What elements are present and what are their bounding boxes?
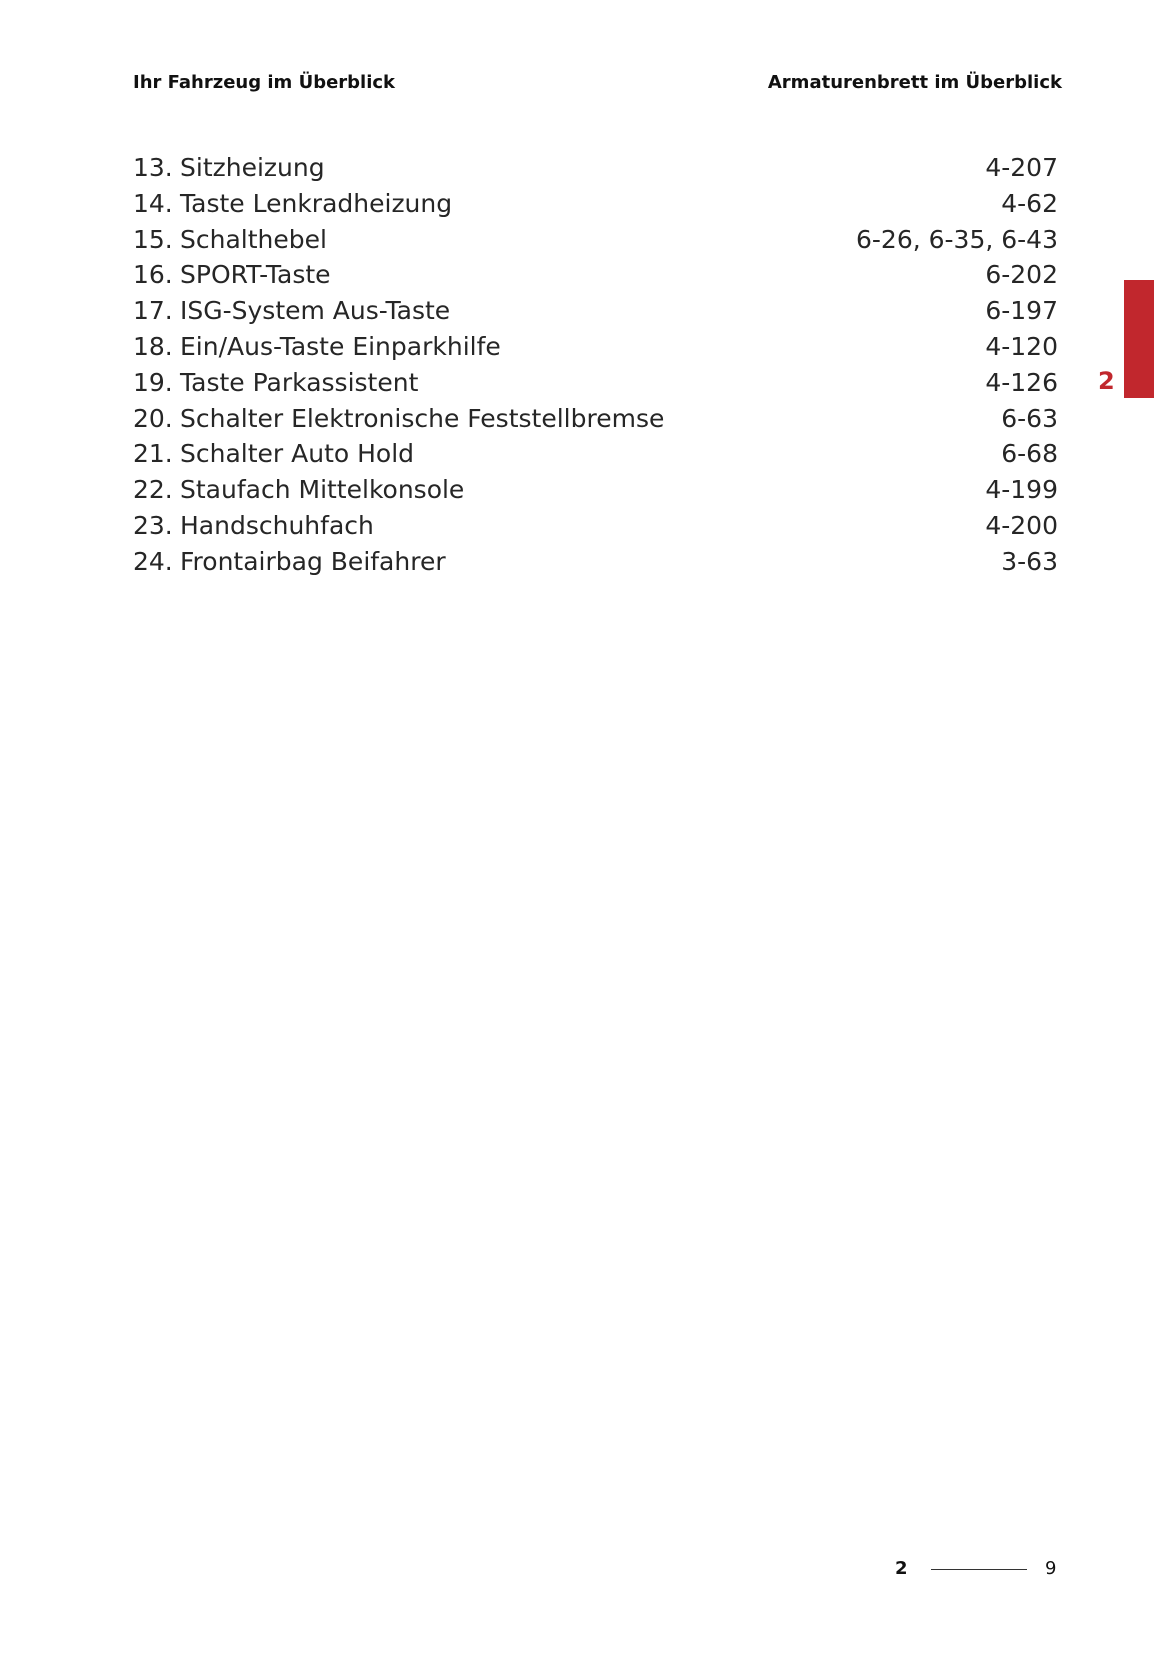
- item-number: 24.: [133, 546, 173, 576]
- item-title: Ein/Aus-Taste Einparkhilfe: [180, 331, 501, 361]
- list-item: [133, 293, 1058, 329]
- item-page-reference: 6-68: [1001, 439, 1058, 469]
- item-title: Schalthebel: [180, 224, 327, 254]
- item-number: 13.: [133, 153, 173, 182]
- footer-page-number: 9: [1045, 1558, 1057, 1579]
- item-number: 21.: [133, 439, 173, 469]
- item-title: Schalter Elektronische Feststellbremse: [180, 403, 665, 433]
- item-page-reference: 6-197: [985, 296, 1058, 326]
- item-number: 22.: [133, 475, 173, 505]
- item-title: Sitzheizung: [180, 153, 325, 182]
- list-item: [133, 365, 1058, 401]
- list-item: [133, 150, 1058, 186]
- item-page-reference: 4-62: [1001, 188, 1058, 218]
- item-number: 23.: [133, 510, 173, 540]
- list-item: [133, 329, 1058, 365]
- component-reference-list: [133, 150, 1058, 580]
- item-page-reference: 4-200: [985, 510, 1058, 540]
- list-item: [133, 508, 1058, 544]
- item-page-reference: 4-207: [985, 153, 1058, 182]
- item-number: 18.: [133, 331, 173, 361]
- item-number: 16.: [133, 260, 173, 290]
- list-item: [133, 222, 1058, 258]
- chapter-tab-marker: [1124, 280, 1154, 398]
- item-number: 14.: [133, 188, 173, 218]
- list-item: [133, 401, 1058, 437]
- list-item: [133, 472, 1058, 508]
- header-page-title: Armaturenbrett im Überblick: [767, 72, 1062, 93]
- item-number: 19.: [133, 367, 173, 397]
- item-page-reference: 6-202: [985, 260, 1058, 290]
- item-title: Handschuhfach: [180, 510, 374, 540]
- item-number: 20.: [133, 403, 173, 433]
- footer-chapter-number: 2: [895, 1558, 908, 1579]
- list-item: [133, 544, 1058, 580]
- item-title: SPORT-Taste: [180, 260, 331, 290]
- item-title: Staufach Mittelkonsole: [180, 475, 465, 505]
- list-item: [133, 257, 1058, 293]
- item-page-reference: 6-26, 6-35, 6-43: [855, 224, 1058, 254]
- item-title: Schalter Auto Hold: [180, 439, 415, 469]
- item-title: Taste Lenkradheizung: [180, 188, 453, 218]
- item-page-reference: 3-63: [1001, 546, 1058, 576]
- item-page-reference: 4-120: [985, 331, 1058, 361]
- item-page-reference: 4-126: [985, 367, 1058, 397]
- list-item: [133, 436, 1058, 472]
- chapter-tab-number: 2: [1098, 367, 1115, 395]
- footer-divider: [931, 1569, 1027, 1570]
- item-title: Frontairbag Beifahrer: [180, 546, 446, 576]
- list-item: [133, 186, 1058, 222]
- page-footer: [895, 1554, 1065, 1584]
- item-number: 17.: [133, 296, 173, 326]
- item-title: Taste Parkassistent: [180, 367, 419, 397]
- item-number: 15.: [133, 224, 173, 254]
- item-page-reference: 4-199: [985, 475, 1058, 505]
- item-page-reference: 6-63: [1001, 403, 1058, 433]
- page-header: [133, 70, 1062, 96]
- header-section-title: Ihr Fahrzeug im Überblick: [133, 72, 396, 93]
- item-title: ISG-System Aus-Taste: [180, 296, 451, 326]
